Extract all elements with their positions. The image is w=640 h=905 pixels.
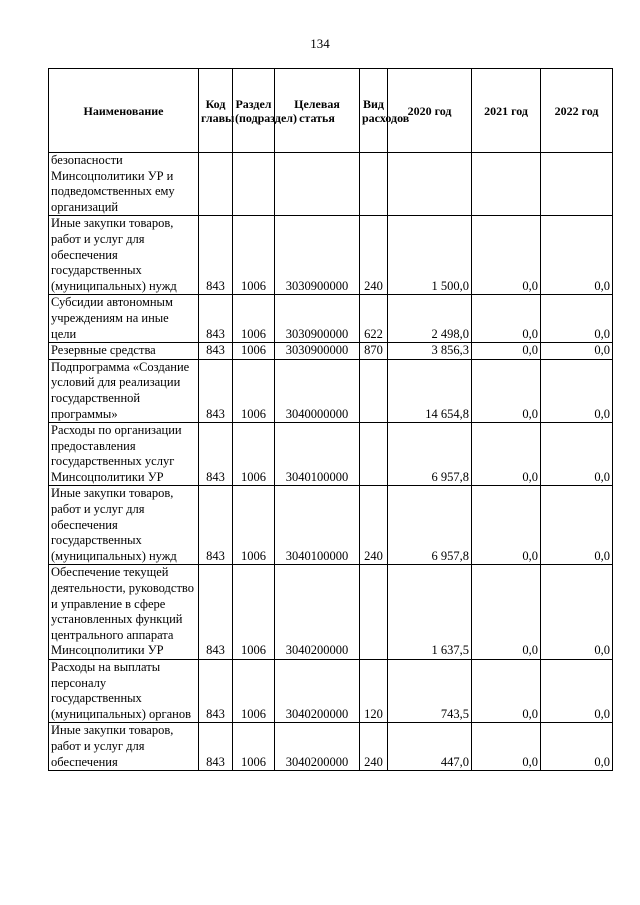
budget-table bbox=[48, 68, 613, 771]
cell-y2021: 0,0 bbox=[472, 343, 541, 360]
cell-y2021: 0,0 bbox=[472, 723, 541, 771]
cell-y2020: 2 498,0 bbox=[388, 295, 472, 343]
cell-name: Расходы на выплаты персоналу государственных (муниципальных) органов bbox=[49, 660, 199, 723]
cell-name: Обеспечение текущей деятельности, руководство и управление в сфере установленных функций центрального аппарата Минсоцполитики УР bbox=[49, 565, 199, 660]
page-number: 134 bbox=[310, 36, 330, 51]
header-2020: 2020 год bbox=[388, 69, 472, 153]
table-row bbox=[49, 723, 613, 771]
cell-y2020: 6 957,8 bbox=[388, 423, 472, 486]
table-row bbox=[49, 343, 613, 360]
cell-section: 1006 bbox=[233, 295, 275, 343]
cell-expense bbox=[360, 423, 388, 486]
table-row bbox=[49, 486, 613, 565]
cell-code: 843 bbox=[199, 343, 233, 360]
cell-y2022: 0,0 bbox=[541, 343, 613, 360]
cell-y2020: 447,0 bbox=[388, 723, 472, 771]
cell-target: 3040100000 bbox=[275, 423, 360, 486]
cell-expense bbox=[360, 359, 388, 422]
cell-code: 843 bbox=[199, 486, 233, 565]
cell-target bbox=[275, 153, 360, 216]
cell-y2020: 3 856,3 bbox=[388, 343, 472, 360]
cell-target: 3030900000 bbox=[275, 295, 360, 343]
cell-section: 1006 bbox=[233, 723, 275, 771]
cell-section: 1006 bbox=[233, 486, 275, 565]
table-row bbox=[49, 660, 613, 723]
cell-section: 1006 bbox=[233, 660, 275, 723]
cell-y2022: 0,0 bbox=[541, 423, 613, 486]
table-row bbox=[49, 153, 613, 216]
cell-name: Резервные средства bbox=[49, 343, 199, 360]
cell-name: Подпрограмма «Создание условий для реализации государственной программы» bbox=[49, 359, 199, 422]
cell-target: 3040200000 bbox=[275, 660, 360, 723]
cell-target: 3040200000 bbox=[275, 723, 360, 771]
table-row bbox=[49, 295, 613, 343]
cell-code: 843 bbox=[199, 660, 233, 723]
cell-name: безопасности Минсоцполитики УР и подведомственных ему организаций bbox=[49, 153, 199, 216]
header-target: Целевая статья bbox=[275, 69, 360, 153]
cell-expense: 240 bbox=[360, 723, 388, 771]
cell-y2020 bbox=[388, 153, 472, 216]
header-section: Раздел (подраздел) bbox=[233, 69, 275, 153]
cell-code: 843 bbox=[199, 295, 233, 343]
cell-y2022: 0,0 bbox=[541, 295, 613, 343]
cell-target: 3030900000 bbox=[275, 343, 360, 360]
cell-y2022: 0,0 bbox=[541, 486, 613, 565]
cell-y2022: 0,0 bbox=[541, 723, 613, 771]
cell-y2022: 0,0 bbox=[541, 216, 613, 295]
cell-y2022: 0,0 bbox=[541, 359, 613, 422]
header-row bbox=[49, 69, 613, 153]
cell-y2020: 6 957,8 bbox=[388, 486, 472, 565]
cell-y2020: 1 500,0 bbox=[388, 216, 472, 295]
cell-y2020: 14 654,8 bbox=[388, 359, 472, 422]
cell-expense: 870 bbox=[360, 343, 388, 360]
cell-code: 843 bbox=[199, 216, 233, 295]
header-2021: 2021 год bbox=[472, 69, 541, 153]
cell-name: Иные закупки товаров, работ и услуг для обеспечения государственных (муниципальных) нужд bbox=[49, 486, 199, 565]
cell-target: 3040000000 bbox=[275, 359, 360, 422]
header-expense: Вид расходов bbox=[360, 69, 388, 153]
cell-section: 1006 bbox=[233, 423, 275, 486]
table-row bbox=[49, 359, 613, 422]
cell-target: 3040100000 bbox=[275, 486, 360, 565]
table-row bbox=[49, 423, 613, 486]
cell-section bbox=[233, 153, 275, 216]
cell-code bbox=[199, 153, 233, 216]
table-row bbox=[49, 216, 613, 295]
cell-y2022 bbox=[541, 153, 613, 216]
cell-y2021: 0,0 bbox=[472, 660, 541, 723]
cell-y2021: 0,0 bbox=[472, 565, 541, 660]
cell-name: Расходы по организации предоставления государственных услуг Минсоцполитики УР bbox=[49, 423, 199, 486]
cell-expense: 120 bbox=[360, 660, 388, 723]
cell-name: Иные закупки товаров, работ и услуг для обеспечения bbox=[49, 723, 199, 771]
cell-y2021: 0,0 bbox=[472, 359, 541, 422]
cell-section: 1006 bbox=[233, 359, 275, 422]
header-code: Код главы bbox=[199, 69, 233, 153]
cell-expense: 240 bbox=[360, 486, 388, 565]
cell-y2022: 0,0 bbox=[541, 565, 613, 660]
cell-y2020: 743,5 bbox=[388, 660, 472, 723]
table-row bbox=[49, 565, 613, 660]
cell-code: 843 bbox=[199, 565, 233, 660]
cell-code: 843 bbox=[199, 723, 233, 771]
cell-expense: 240 bbox=[360, 216, 388, 295]
cell-expense bbox=[360, 153, 388, 216]
cell-y2021: 0,0 bbox=[472, 486, 541, 565]
cell-name: Иные закупки товаров, работ и услуг для обеспечения государственных (муниципальных) нужд bbox=[49, 216, 199, 295]
cell-code: 843 bbox=[199, 423, 233, 486]
cell-expense: 622 bbox=[360, 295, 388, 343]
cell-code: 843 bbox=[199, 359, 233, 422]
header-2022: 2022 год bbox=[541, 69, 613, 153]
cell-target: 3030900000 bbox=[275, 216, 360, 295]
cell-section: 1006 bbox=[233, 565, 275, 660]
header-name: Наименование bbox=[49, 69, 199, 153]
cell-section: 1006 bbox=[233, 216, 275, 295]
cell-expense bbox=[360, 565, 388, 660]
cell-name: Субсидии автономным учреждениям на иные цели bbox=[49, 295, 199, 343]
cell-y2021: 0,0 bbox=[472, 295, 541, 343]
cell-target: 3040200000 bbox=[275, 565, 360, 660]
cell-y2021: 0,0 bbox=[472, 216, 541, 295]
cell-y2021 bbox=[472, 153, 541, 216]
cell-section: 1006 bbox=[233, 343, 275, 360]
cell-y2020: 1 637,5 bbox=[388, 565, 472, 660]
cell-y2021: 0,0 bbox=[472, 423, 541, 486]
cell-y2022: 0,0 bbox=[541, 660, 613, 723]
